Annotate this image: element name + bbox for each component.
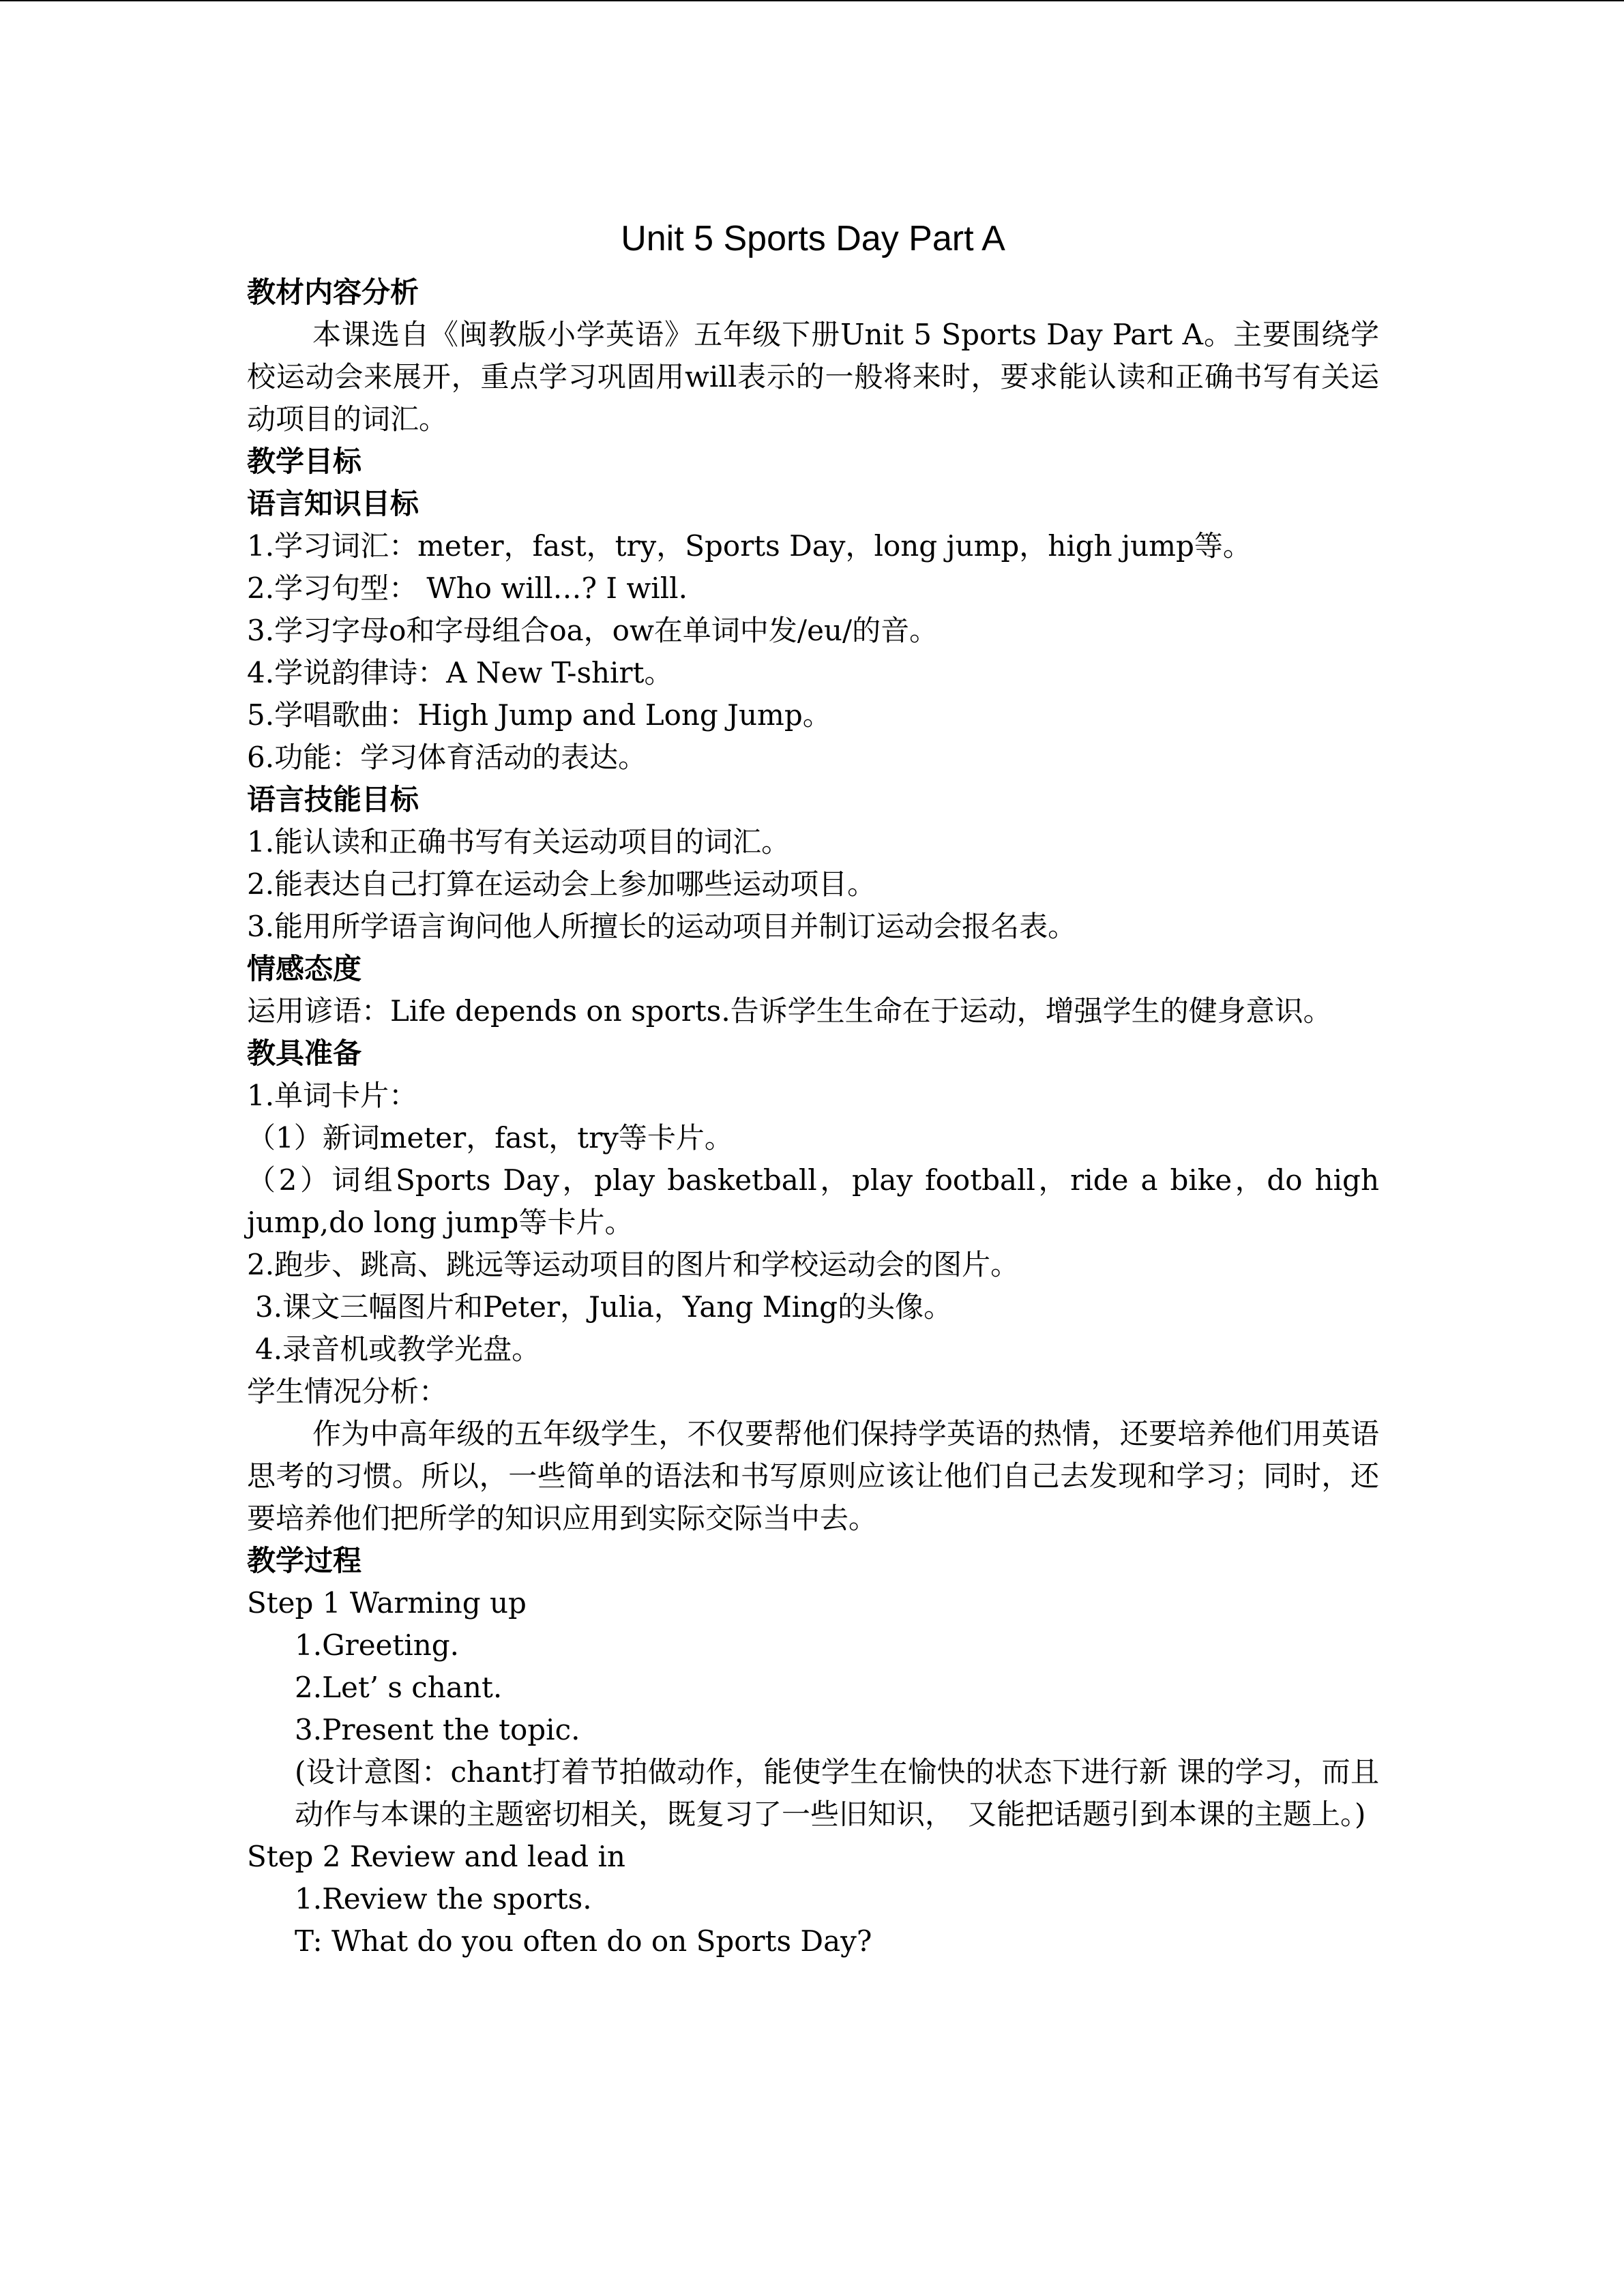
students-paragraph: 作为中高年级的五年级学生，不仅要帮他们保持学英语的热情，还要培养他们用英语思考的习惯。所以，一些简单的语法和书写原则应该让他们自己去发现和学习；同时，还要培养他们把所学的知识应用到实际交际当中去。 [247, 1417, 1379, 1535]
process-heading: 教学过程 [247, 1544, 362, 1577]
step-2-item-1: 1.Review the sports. [295, 1882, 592, 1915]
materials-item-2: 2.跑步、跳高、跳远等运动项目的图片和学校运动会的图片。 [247, 1248, 1020, 1281]
knowledge-item-4: 4.学说韵律诗：A New T-shirt。 [247, 656, 673, 689]
step-1-item-2: 2.Let’ s chant. [295, 1671, 503, 1704]
attitude-heading: 情感态度 [247, 952, 362, 985]
document-page [247, 211, 1379, 1963]
analysis-heading: 教材内容分析 [247, 275, 419, 309]
attitude-paragraph: 运用谚语：Life depends on sports.告诉学生生命在于运动，增强学生的健身意识。 [247, 994, 1332, 1028]
skills-objectives-heading: 语言技能目标 [247, 783, 419, 816]
document-title: Unit 5 Sports Day Part A [621, 219, 1005, 258]
materials-sub-item-1: （1）新词meter，fast，try等卡片。 [247, 1121, 733, 1154]
materials-item-4: 4.录音机或教学光盘。 [255, 1332, 541, 1366]
materials-heading: 教具准备 [247, 1037, 362, 1070]
step-1-design-note: (设计意图：chant打着节拍做动作，能使学生在愉快的状态下进行新 课的学习，而且动作与本课的主题密切相关，既复习了一些旧知识， 又能把话题引到本课的主题上。) [295, 1755, 1379, 1831]
skills-item-1: 1.能认读和正确书写有关运动项目的词汇。 [247, 825, 791, 859]
knowledge-item-5: 5.学唱歌曲：High Jump and Long Jump。 [247, 698, 831, 732]
materials-sub-item-2: （2）词组Sports Day，play basketball，play football，ride a bike，do high jump,do long jump等卡片。 [247, 1163, 1379, 1239]
analysis-paragraph: 本课选自《闽教版小学英语》五年级下册Unit 5 Sports Day Part A。主要围绕学校运动会来展开，重点学习巩固用will表示的一般将来时，要求能认读和正确书写有关运动项目的词汇。 [247, 318, 1379, 436]
knowledge-objectives-heading: 语言知识目标 [247, 487, 419, 520]
knowledge-item-6: 6.功能：学习体育活动的表达。 [247, 741, 647, 774]
knowledge-item-2: 2.学习句型： Who will…? I will. [247, 571, 688, 605]
knowledge-item-3: 3.学习字母o和字母组合oa，ow在单词中发/eu/的音。 [247, 614, 939, 647]
step-2-title: Step 2 Review and lead in [247, 1840, 625, 1873]
objectives-heading: 教学目标 [247, 445, 362, 478]
materials-item-3: 3.课文三幅图片和Peter，Julia，Yang Ming的头像。 [255, 1290, 953, 1324]
skills-item-2: 2.能表达自己打算在运动会上参加哪些运动项目。 [247, 867, 876, 901]
step-1-item-1: 1.Greeting. [295, 1628, 460, 1662]
knowledge-item-1: 1.学习词汇：meter，fast，try，Sports Day，long jump，high jump等。 [247, 529, 1252, 563]
students-heading: 学生情况分析： [247, 1375, 448, 1408]
step-1-title: Step 1 Warming up [247, 1586, 527, 1620]
step-2-item-2: T: What do you often do on Sports Day? [295, 1924, 872, 1958]
skills-item-3: 3.能用所学语言询问他人所擅长的运动项目并制订运动会报名表。 [247, 910, 1077, 943]
step-1-item-3: 3.Present the topic. [295, 1713, 580, 1746]
materials-item-1: 1.单词卡片： [247, 1079, 418, 1112]
top-border-line [0, 0, 1624, 1]
